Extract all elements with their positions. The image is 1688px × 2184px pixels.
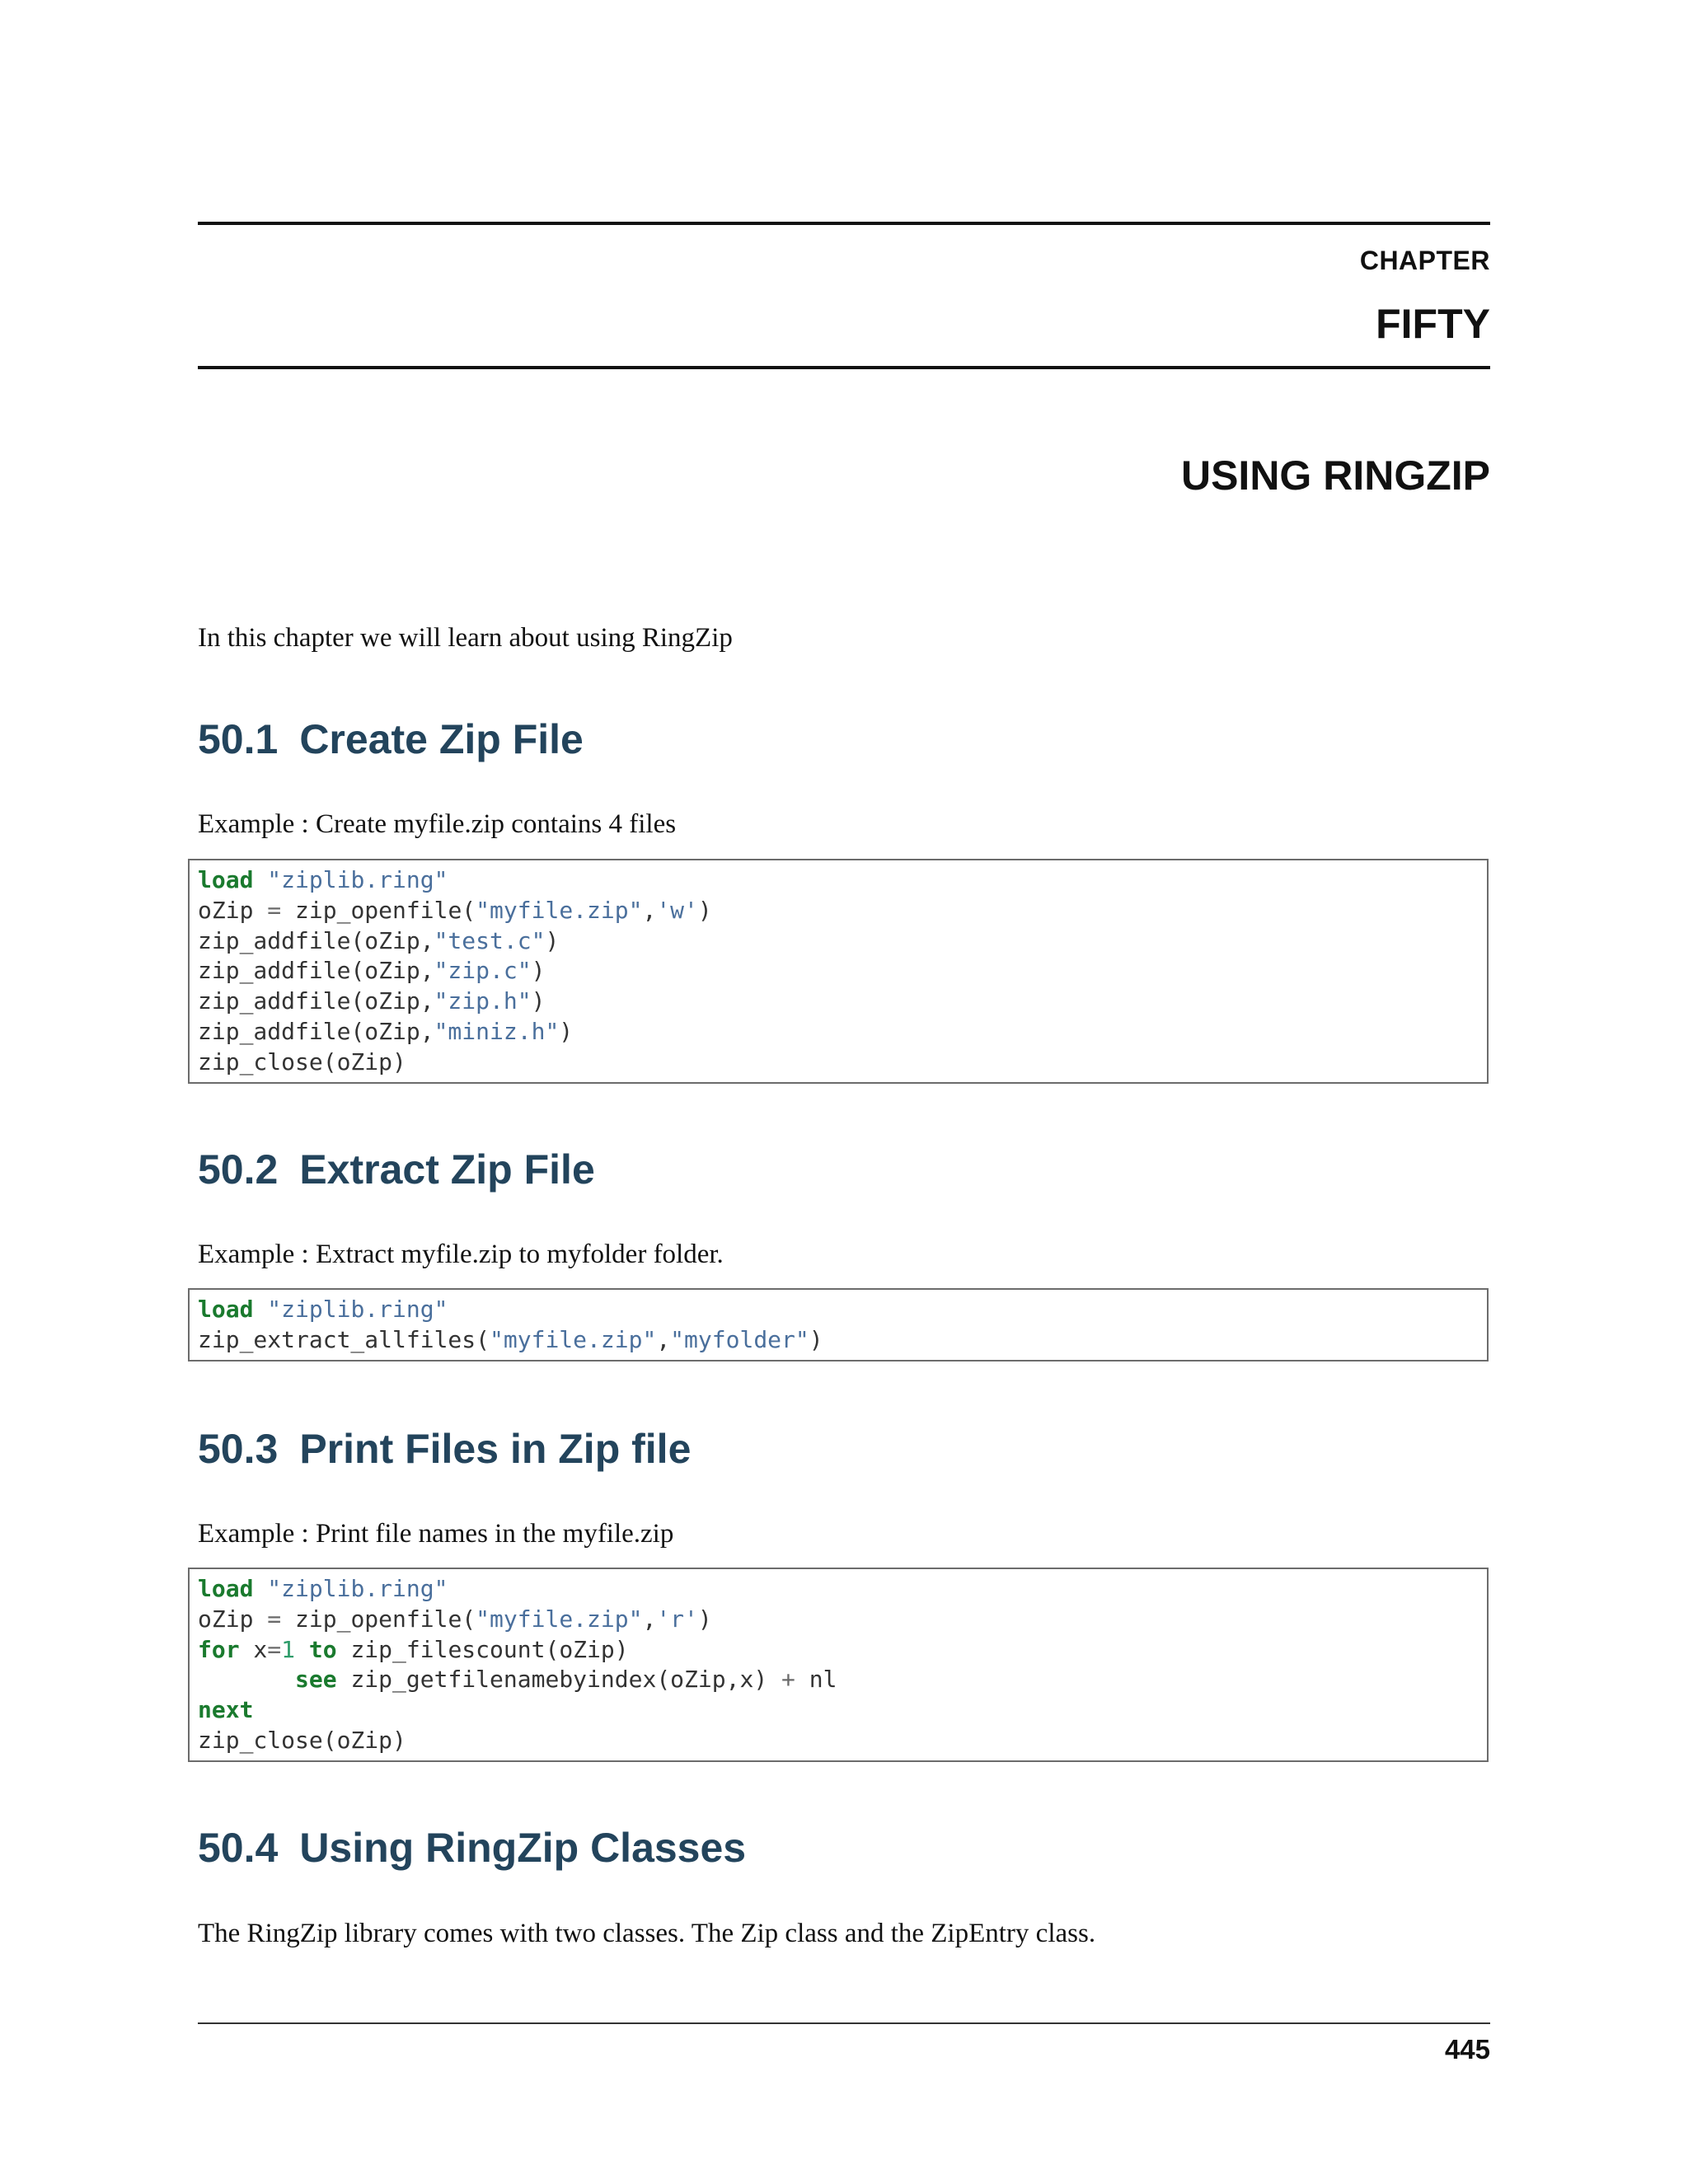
chapter-top-rule <box>198 222 1490 225</box>
code-token: zip_addfile(oZip, <box>198 926 434 954</box>
code-token: , <box>642 896 657 924</box>
code-token: "zip.c" <box>434 957 532 985</box>
code-line <box>198 1665 1479 1695</box>
code-token: ) <box>697 896 712 924</box>
code-token <box>253 1575 267 1602</box>
code-token: "miniz.h" <box>434 1017 560 1045</box>
code-block-create-zip <box>188 859 1489 1084</box>
code-line <box>198 1325 1479 1356</box>
section-description: The RingZip library comes with two classes. The Zip class and the ZipEntry class. <box>198 1919 1096 1948</box>
chapter-title: USING RINGZIP <box>1180 452 1490 499</box>
code-line <box>198 956 1479 987</box>
code-token: zip_getfilenamebyindex(oZip,x) <box>336 1666 782 1694</box>
code-token: 'w' <box>656 896 698 924</box>
section-number: 50.1 <box>198 716 279 762</box>
code-token: load <box>198 1575 254 1602</box>
code-token: , <box>642 1605 657 1633</box>
section-heading-extract-zip <box>198 1146 595 1193</box>
code-token: = <box>267 1605 282 1633</box>
code-token: ) <box>559 1017 574 1045</box>
code-token: ) <box>809 1325 823 1353</box>
code-token: zip_addfile(oZip, <box>198 957 434 985</box>
code-token: zip_close(oZip) <box>198 1726 406 1754</box>
code-line <box>198 1695 1479 1726</box>
chapter-bottom-rule <box>198 366 1490 369</box>
section-description: Example : Extract myfile.zip to myfolder folder. <box>198 1240 724 1269</box>
code-line <box>198 1605 1479 1635</box>
code-token: "ziplib.ring" <box>267 1296 448 1323</box>
code-line <box>198 987 1479 1017</box>
code-token: zip_addfile(oZip, <box>198 987 434 1015</box>
code-token: to <box>308 1635 337 1663</box>
code-line <box>198 926 1479 957</box>
intro-paragraph: In this chapter we will learn about using RingZip <box>198 623 733 653</box>
code-line <box>198 865 1479 896</box>
code-line <box>198 1047 1479 1078</box>
code-token: x <box>239 1635 268 1663</box>
code-token: load <box>198 866 254 893</box>
code-line <box>198 1635 1479 1666</box>
section-title: Print Files in Zip file <box>299 1426 692 1472</box>
section-heading-create-zip <box>198 715 584 763</box>
code-token: "myfile.zip" <box>476 1605 643 1633</box>
code-token: "myfile.zip" <box>476 896 643 924</box>
footer-rule <box>198 2022 1490 2024</box>
code-token: zip_extract_allfiles( <box>198 1325 490 1353</box>
code-token: 1 <box>281 1635 296 1663</box>
code-token: = <box>267 896 282 924</box>
section-number: 50.2 <box>198 1146 279 1193</box>
code-token: ) <box>531 957 546 985</box>
code-token: + <box>781 1666 795 1694</box>
code-line <box>198 1017 1479 1047</box>
code-token: 'r' <box>656 1605 698 1633</box>
code-token: see <box>295 1666 337 1694</box>
code-token: "test.c" <box>434 926 546 954</box>
code-token: zip_close(oZip) <box>198 1047 406 1076</box>
code-line <box>198 896 1479 926</box>
document-page <box>198 0 1490 2184</box>
code-token: ) <box>531 987 546 1015</box>
code-token: nl <box>795 1666 837 1694</box>
code-line <box>198 1574 1479 1605</box>
code-line <box>198 1726 1479 1756</box>
code-token: for <box>198 1635 240 1663</box>
section-title: Create Zip File <box>299 716 584 762</box>
section-description: Example : Create myfile.zip contains 4 files <box>198 809 677 839</box>
code-token <box>253 1296 267 1323</box>
code-token: oZip <box>198 896 268 924</box>
code-token: ) <box>697 1605 712 1633</box>
section-heading-print-files <box>198 1425 691 1473</box>
code-token: ) <box>545 926 560 954</box>
section-heading-ringzip-classes <box>198 1824 746 1872</box>
code-token: load <box>198 1296 254 1323</box>
code-token: "zip.h" <box>434 987 532 1015</box>
code-token: , <box>656 1325 671 1353</box>
code-token: zip_openfile( <box>281 1605 476 1633</box>
code-token: "myfolder" <box>670 1325 809 1353</box>
code-token: "myfile.zip" <box>490 1325 657 1353</box>
section-description: Example : Print file names in the myfile.zip <box>198 1519 674 1549</box>
code-line <box>198 1295 1479 1325</box>
code-token <box>198 1666 295 1693</box>
code-block-print-files <box>188 1568 1489 1762</box>
page-number: 445 <box>1444 2034 1490 2064</box>
chapter-number: FIFTY <box>1376 301 1490 347</box>
code-token: "ziplib.ring" <box>267 866 448 893</box>
code-token: zip_openfile( <box>281 896 476 924</box>
section-title: Using RingZip Classes <box>299 1825 747 1871</box>
code-token: next <box>198 1696 254 1724</box>
chapter-label: CHAPTER <box>1359 246 1490 275</box>
section-title: Extract Zip File <box>299 1146 595 1193</box>
section-number: 50.4 <box>198 1825 279 1871</box>
code-token <box>253 866 267 893</box>
code-token: zip_filescount(oZip) <box>336 1635 629 1663</box>
code-token: zip_addfile(oZip, <box>198 1017 434 1045</box>
code-block-extract-zip <box>188 1288 1489 1361</box>
code-token: oZip <box>198 1605 268 1633</box>
section-number: 50.3 <box>198 1426 279 1472</box>
code-token: = <box>267 1635 282 1663</box>
code-token <box>295 1636 309 1663</box>
code-token: "ziplib.ring" <box>267 1575 448 1602</box>
